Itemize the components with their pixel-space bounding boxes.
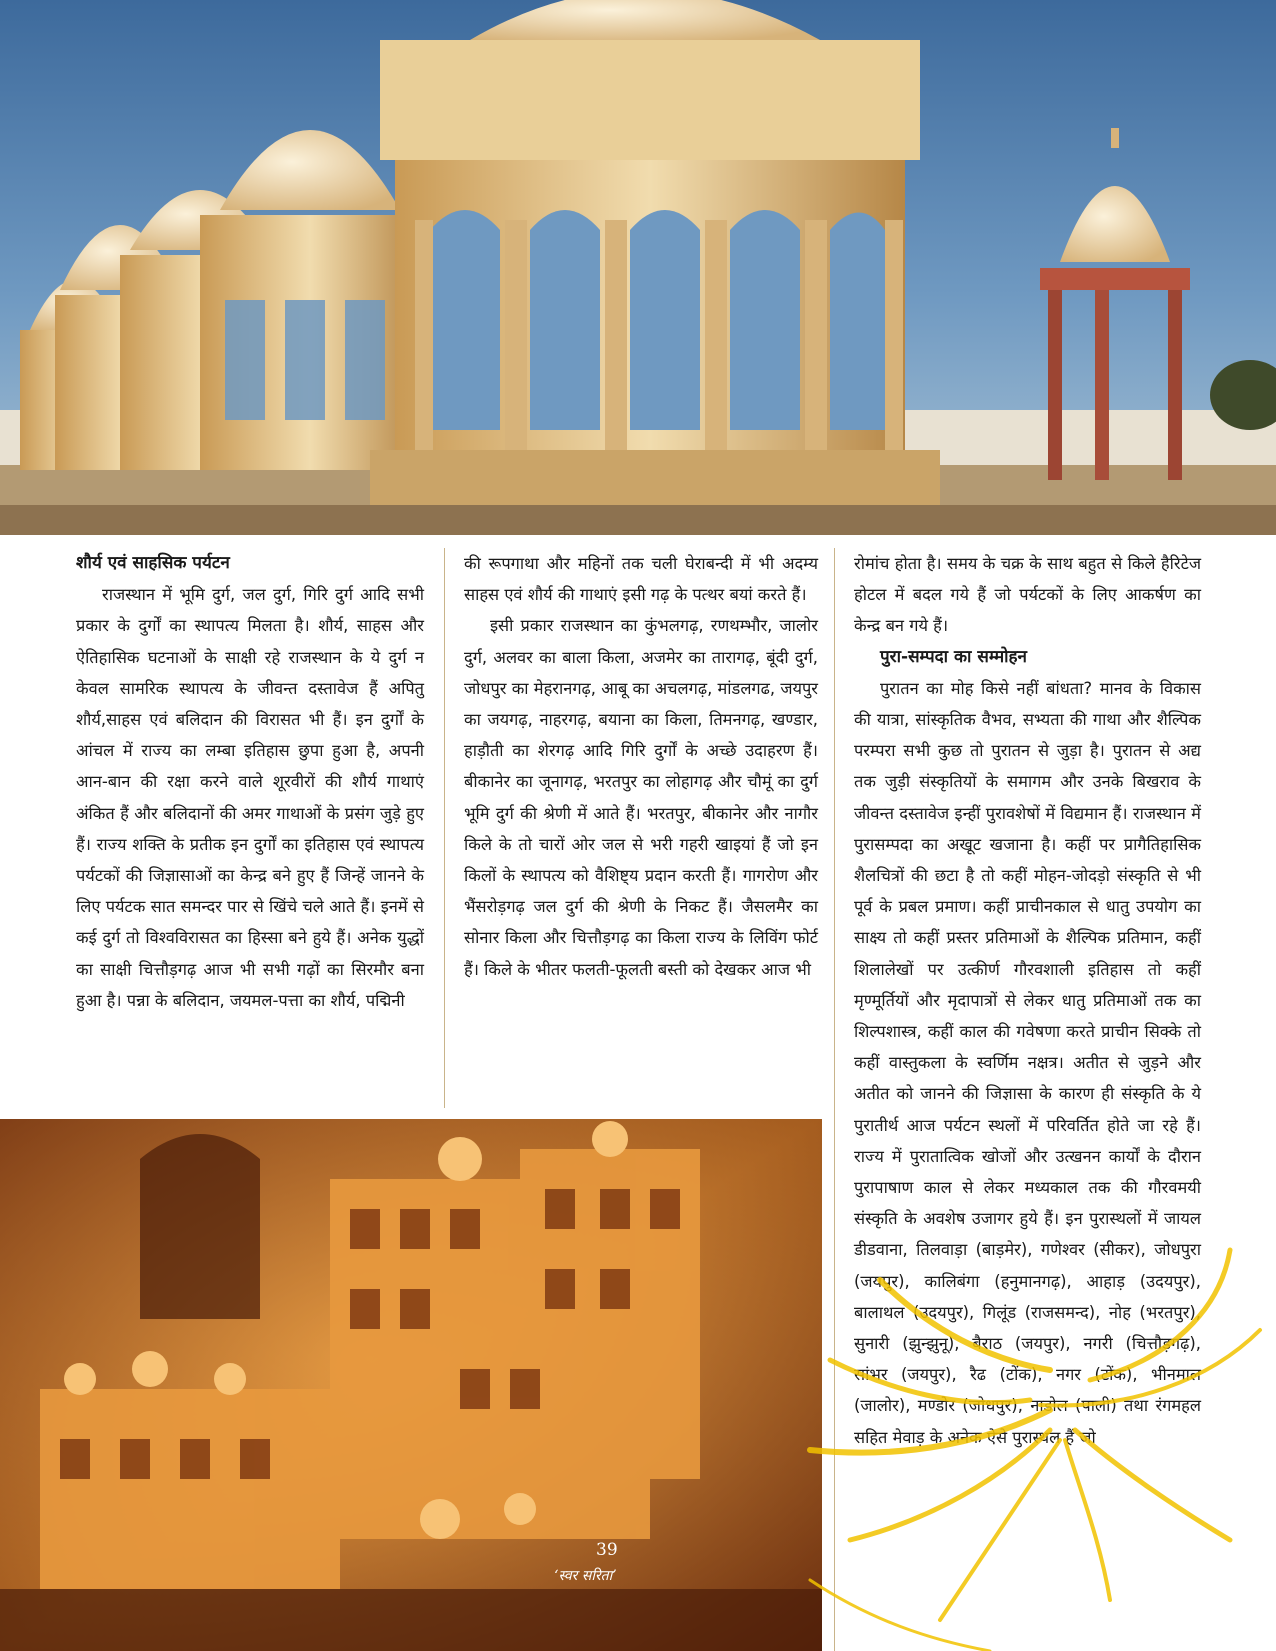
paragraph: रोमांच होता है। समय के चक्र के साथ बहुत से किले हैरिटेज होटल में बदल गये हैं जो पर्यटकों के लिए आकर्षण का केन्द्र बन गये हैं। — [854, 554, 1201, 636]
paragraph: राजस्थान में भूमि दुर्ग, जल दुर्ग, गिरि दुर्ग आदि सभी प्रकार के दुर्गों का स्थापत्य मिलता है। शौर्य, साहस और ऐतिहासिक घटनाओं के साक्षी रहे राजस्थान के ये दुर्ग न केवल सामरिक स्थापत्य के जीवन्त दस्तावेज हैं अपितु शौर्य,साहस एवं बलिदान की विरासत भी हैं। इन दुर्गों के आंचल में राज्य का लम्बा इतिहास छुपा हुआ है, अपनी आन-बान की रक्षा करने वाले शूरवीरों की शौर्य गाथाएं अंकित हैं और बलिदानों की अमर गाथाओं के प्रसंग जुड़े हुए हैं। राज्य शक्ति के प्रतीक इन दुर्गों का इतिहास एवं स्थापत्य पर्यटकों की जिज्ञासाओं का केन्द्र बने हुए हैं जिन्हें जानने के लिए पर्यटक सात समन्दर पार से खिंचे चले आते हैं। इनमें से कई दुर्ग तो विश्वविरासत का हिस्सा बने हुये हैं। अनेक युद्धों का साक्षी चित्तौड़गढ़ आज भी सभी गढ़ों का सिरमौर बना हुआ है। पन्ना के बलिदान, जयमल-पत्ता का शौर्य, पद्मिनी — [76, 585, 424, 1010]
paragraph: पुरातन का मोह किसे नहीं बांधता? मानव के विकास की यात्रा, सांस्कृतिक वैभव, सभ्यता की गाथा और शैल्पिक परम्परा सभी कुछ तो पुरातन से जुड़ा है। पुरातन से अद्य तक जुड़ी संस्कृतियों के समागम और उनके बिखराव के जीवन्त दस्तावेज इन्हीं पुरावशेषों में विद्यमान हैं। राजस्थान में पुरासम्पदा का अखूट खजाना है। कहीं पर प्रागैतिहासिक शैलचित्रों की छटा है तो कहीं मोहन-जोदड़ो संस्कृति से भी पूर्व के प्रबल प्रमाण। कहीं प्राचीनकाल से धातु उपयोग का साक्ष्य तो कहीं प्रस्तर प्रतिमाओं के शैल्पिक प्रतिमान, कहीं शिलालेखों पर उत्कीर्ण गौरवशाली इतिहास तो कहीं मृण्मूर्तियों और मृदापात्रों से लेकर धातु प्रतिमाओं तक का शिल्पशास्त्र, कहीं काल की गवेषणा करते प्राचीन सिक्के तो कहीं वास्तुकला के स्वर्णिम नक्षत्र। अतीत से जुड़ने और अतीत को जानने की जिज्ञासा के कारण ही संस्कृति के ये पुरातीर्थ आज पर्यटन स्थलों में परिवर्तित होते जा रहे हैं। राज्य में पुरातात्विक खोजों और उत्खनन कार्यों के दौरान पुरापाषाण काल से लेकर मध्यकाल तक की गौरवमयी संस्कृति के अवशेष उजागर हुये हैं। इन पुरास्थलों में जायल डीडवाना, तिलवाड़ा (बाड़मेर), गणेश्वर (सीकर), जोधपुरा (जयपुर), कालिबंगा (हनुमानगढ़), आहाड़ (उदयपुर), बालाथल (उदयपुर), गिलूंड (राजसमन्द), नोह (भरतपुर), सुनारी (झुन्झुनू), बैराठ (जयपुर), नगरी (चित्तौड़गढ़), सांभर (जयपुर), रैढ (टोंक), नगर (टोंक), भीनमाल (जालोर), मण्डोर (जोधपुर), नाडोल (पाली) तथा रंगमहल सहित मेवाड़ के अनेक ऐसे पुरास्थल हैं जो — [854, 678, 1201, 1447]
column-divider — [834, 548, 835, 1651]
section-heading-adventure-tourism: शौर्य एवं साहसिक पर्यटन — [76, 553, 230, 573]
column-divider — [444, 548, 445, 1108]
paragraph: की रूपगाथा और महिनों तक चली घेराबन्दी में भी अदम्य साहस एवं शौर्य की गाथाएं इसी गढ़ के पत्थर बयां करते हैं। — [464, 554, 818, 605]
magazine-name: ‘स्वर सरिता’ — [554, 1568, 617, 1584]
cenotaph-photo — [0, 0, 1276, 535]
section-heading-heritage: पुरा-सम्पदा का सम्मोहन — [880, 646, 1027, 667]
text-column-3 — [854, 548, 1201, 1453]
palace-model-photo — [0, 1119, 822, 1651]
text-column-2 — [464, 548, 818, 985]
paragraph: इसी प्रकार राजस्थान का कुंभलगढ़, रणथम्भौर, जालोर दुर्ग, अलवर का बाला किला, अजमेर का तारागढ़, बूंदी दुर्ग, जोधपुर का मेहरानगढ़, आबू का अचलगढ़, मांडलगढ, जयपुर का जयगढ़, नाहरगढ़, बयाना का किला, तिमनगढ़, खण्डार, हाड़ौती का शेरगढ़ आदि गिरि दुर्गों के अच्छे उदाहरण हैं। बीकानेर का जूनागढ़, भरतपुर का लोहागढ़ और चौमूं का दुर्ग भूमि दुर्ग की श्रेणी में आते हैं। भरतपुर, बीकानेर और नागौर किले के तो चारों ओर जल से भरी गहरी खाइयां हैं जो इन किलों के स्थापत्य को वैशिष्ट्य प्रदान करती हैं। गागरोण और भैंसरोड़गढ़ जल दुर्ग की श्रेणी के निकट हैं। जैसलमैर का सोनार किला और चित्तौड़गढ़ का किला राज्य के लिविंग फोर्ट हैं। किले के भीतर फलती-फूलती बस्ती को देखकर आज भी — [464, 616, 818, 979]
text-column-1 — [76, 548, 424, 1016]
page-number: 39 — [596, 1540, 618, 1560]
